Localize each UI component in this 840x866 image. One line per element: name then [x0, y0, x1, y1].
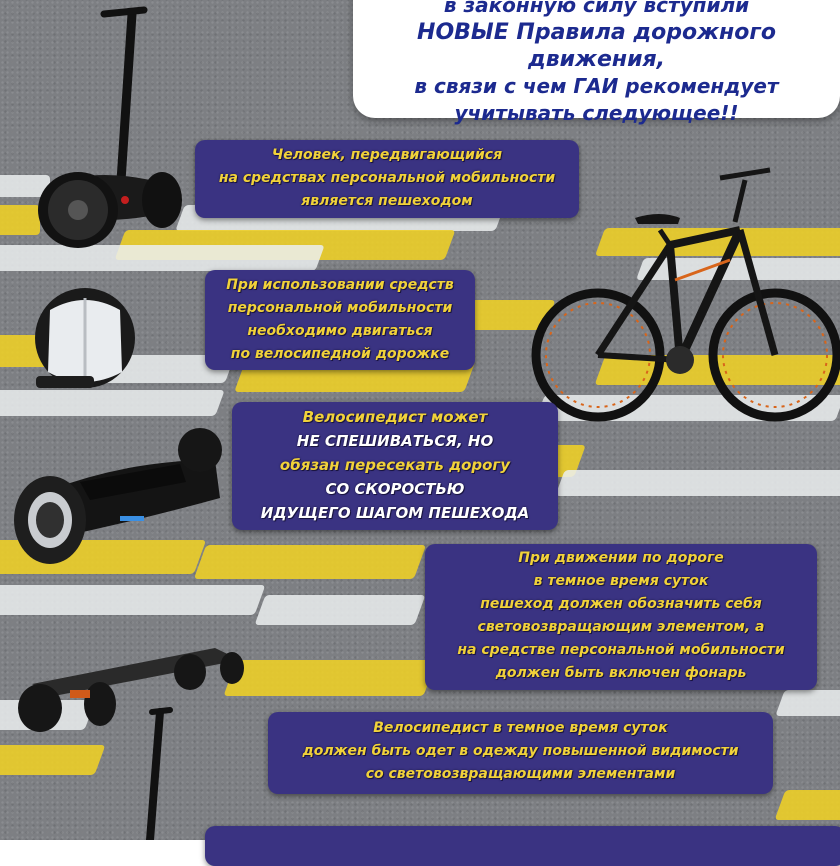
crosswalk-stripe: [555, 470, 840, 496]
tip-line: световозвращающим элементом, а: [477, 619, 765, 635]
crosswalk-stripe: [0, 585, 265, 615]
tip-line: в темное время суток: [533, 573, 709, 589]
crosswalk-stripe: [255, 595, 426, 625]
tip-line: со световозвращающими элементами: [365, 766, 676, 782]
tip-line: обязан пересекать дорогу: [279, 456, 511, 474]
header-line: НОВЫЕ Правила дорожного движения,: [417, 20, 776, 72]
tip-line: на средствах персональной мобильности: [218, 170, 556, 186]
tip-line: СО СКОРОСТЬЮ: [325, 480, 465, 498]
tip-line: необходимо двигаться: [247, 323, 433, 339]
tip-line: НЕ СПЕШИВАТЬСЯ, НО: [296, 432, 494, 450]
tip-line: на средстве персональной мобильности: [457, 642, 785, 658]
tip-text: [232, 405, 558, 525]
crosswalk-stripe: [0, 745, 105, 775]
tip-text: [268, 717, 773, 786]
tip-line: Человек, передвигающийся: [271, 147, 503, 163]
tip-line: При движении по дороге: [518, 550, 724, 566]
segway-image: [20, 0, 200, 250]
hoverboard-image: [10, 420, 230, 570]
header-line: учитывать следующее!!: [454, 101, 739, 125]
crosswalk-stripe: [775, 790, 840, 820]
tip-line: должен быть одет в одежду повышенной видимости: [302, 743, 739, 759]
tip-line: должен быть включен фонарь: [495, 665, 747, 681]
tip-line: по велосипедной дорожке: [230, 346, 450, 362]
tip-line: пешеход должен обозначить себя: [480, 596, 762, 612]
crosswalk-stripe: [775, 690, 840, 716]
tip-line: персональной мобильности: [227, 300, 453, 316]
tip-line: Велосипедист может: [302, 408, 488, 426]
tip-line: При использовании средств: [226, 277, 454, 293]
tip-line: Велосипедист в темное время суток: [373, 720, 668, 736]
tip-line: является пешеходом: [301, 193, 473, 209]
tip-panel-partial: [205, 826, 840, 866]
tip-text: [205, 274, 475, 366]
tip-text: [425, 547, 817, 685]
header-text: [353, 0, 840, 127]
tip-text: [195, 144, 579, 213]
tip-line: ИДУЩЕГО ШАГОМ ПЕШЕХОДА: [260, 504, 530, 522]
monowheel-image: [30, 280, 140, 410]
header-line: в законную силу вступили: [443, 0, 750, 17]
crosswalk-stripe: [223, 660, 436, 696]
header-line: в связи с чем ГАИ рекомендует: [414, 74, 779, 98]
kick-scooter-image: [130, 700, 190, 840]
